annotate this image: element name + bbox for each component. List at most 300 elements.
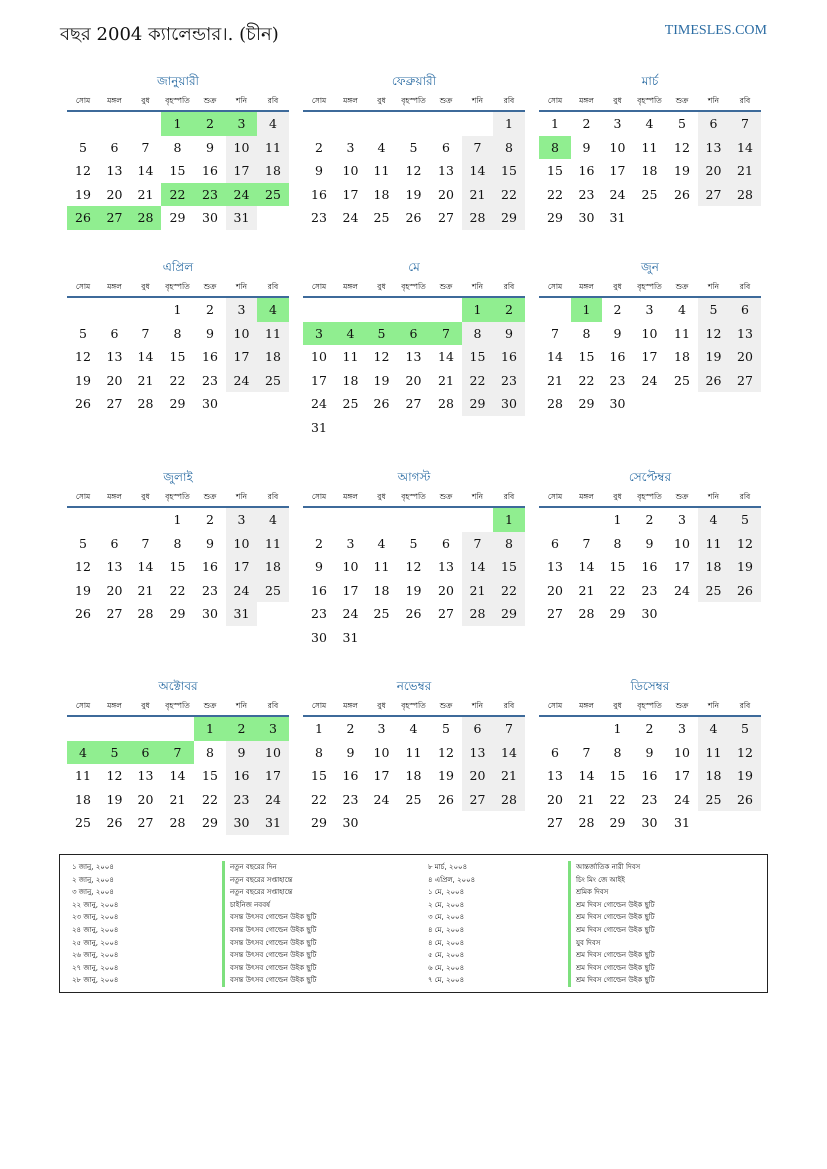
day-cell: 2: [206, 512, 214, 527]
day-cell: 3: [257, 717, 289, 741]
day-cell: 8: [315, 744, 323, 760]
day-cell: 11: [257, 136, 289, 160]
day-cell: 15: [462, 345, 493, 369]
day-cell: 19: [674, 163, 690, 178]
day-cell: 26: [729, 788, 761, 812]
day-cell: 18: [405, 768, 422, 783]
day-cell: 24: [342, 210, 359, 225]
day-cell: 13: [438, 163, 454, 178]
empty-cell: [729, 392, 761, 416]
weekday-header: সোম: [303, 488, 335, 508]
day-cell: 11: [75, 768, 91, 783]
day-cell: 9: [582, 139, 591, 155]
legend-holiday-name: শ্রম দিবস গোল্ডেন উইক ছুটি: [568, 974, 655, 987]
empty-cell: [493, 811, 525, 835]
empty-cell: [633, 392, 666, 416]
legend-date: ২২ জানু, ২০০৪: [72, 900, 119, 909]
day-cell: 8: [493, 136, 525, 160]
day-cell: 27: [106, 606, 123, 621]
weekday-header: শুক্র: [430, 92, 462, 112]
day-cell: 22: [161, 183, 194, 207]
day-cell: 18: [257, 159, 289, 183]
day-cell: 28: [438, 396, 454, 411]
day-cell: 3: [303, 322, 335, 346]
day-cell: 20: [137, 791, 154, 807]
day-cell: 28: [547, 396, 563, 411]
day-cell: 23: [311, 606, 327, 621]
empty-cell: [67, 112, 99, 136]
legend-date: ৫ মে, ২০০৪: [428, 951, 465, 960]
day-cell: 4: [377, 535, 386, 551]
day-cell: 20: [462, 764, 493, 788]
day-cell: 29: [462, 392, 493, 416]
day-cell: 7: [493, 717, 525, 741]
day-cell: 4: [409, 721, 418, 736]
weekday-header: মঙ্গল: [571, 92, 602, 112]
weekday-header: বৃহস্পতি: [633, 92, 666, 112]
page-title: বছর 2004 ক্যালেন্ডার।. (চীন): [60, 24, 279, 45]
day-cell: 17: [373, 768, 390, 783]
day-cell: 7: [141, 325, 150, 341]
weekday-header: শুক্র: [194, 488, 226, 508]
day-cell: 30: [202, 606, 218, 621]
day-cell: 29: [493, 602, 525, 626]
day-cell: 24: [609, 186, 626, 202]
day-cell: 19: [729, 555, 761, 579]
day-cell: 16: [641, 559, 658, 574]
day-cell: 7: [141, 535, 150, 551]
month-grid: [67, 92, 289, 230]
day-cell: 9: [645, 744, 654, 760]
weekday-header: শুক্র: [666, 697, 698, 717]
legend-date: ৮ মার্চ, ২০০৪: [428, 863, 468, 871]
month-grid: [539, 697, 761, 835]
day-cell: 11: [698, 532, 729, 556]
day-cell: 10: [226, 136, 257, 160]
day-cell: 29: [547, 210, 563, 225]
day-cell: 13: [106, 163, 123, 178]
day-cell: 1: [493, 508, 525, 532]
day-cell: 17: [674, 559, 690, 574]
legend-date: ১ জানু, ২০০৪: [72, 863, 114, 871]
day-cell: 25: [342, 396, 359, 411]
weekday-header: বৃহস্পতি: [633, 488, 666, 508]
day-cell: 8: [493, 532, 525, 556]
legend-date: ২৪ জানু, ২০০৪: [72, 925, 119, 934]
weekday-header: শনি: [698, 697, 729, 717]
day-cell: 6: [110, 325, 119, 341]
month-block: [67, 256, 289, 416]
empty-cell: [335, 112, 366, 136]
day-cell: 11: [373, 163, 390, 178]
month-grid: [303, 278, 525, 439]
day-cell: 9: [315, 559, 323, 574]
month-grid: [67, 697, 289, 835]
month-block: [303, 675, 525, 835]
month-name: ডিসেম্বর: [630, 679, 670, 693]
day-cell: 5: [409, 139, 418, 155]
month-name: জানুয়ারী: [157, 74, 199, 88]
weekday-header: রবি: [257, 697, 289, 717]
empty-cell: [303, 112, 335, 136]
day-cell: 12: [106, 768, 123, 783]
empty-cell: [430, 416, 462, 440]
weekday-header: শনি: [462, 92, 493, 112]
day-cell: 22: [578, 372, 595, 388]
day-cell: 24: [373, 791, 390, 807]
legend-holiday-name: চিং মিং জে আইই: [568, 874, 655, 887]
day-cell: 2: [582, 116, 591, 131]
day-cell: 13: [462, 741, 493, 765]
day-cell: 1: [315, 721, 323, 736]
empty-cell: [226, 392, 257, 416]
day-cell: 10: [342, 163, 359, 178]
day-cell: 4: [645, 116, 654, 131]
day-cell: 15: [493, 555, 525, 579]
day-cell: 3: [346, 535, 355, 551]
day-cell: 18: [257, 555, 289, 579]
weekday-header: সোম: [539, 488, 571, 508]
day-cell: 1: [173, 302, 182, 317]
empty-cell: [430, 112, 462, 136]
empty-cell: [462, 626, 493, 650]
day-cell: 5: [678, 116, 686, 131]
day-cell: 16: [202, 559, 218, 574]
empty-cell: [698, 811, 729, 835]
empty-cell: [130, 298, 161, 322]
month-name: অক্টোবর: [158, 679, 198, 693]
weekday-header: সোম: [303, 92, 335, 112]
empty-cell: [67, 298, 99, 322]
day-cell: 11: [674, 325, 690, 341]
day-cell: 10: [226, 322, 257, 346]
legend-holiday-name: বসন্ত উৎসব গোল্ডেন উইক ছুটি: [222, 974, 316, 987]
legend-date: ৩ জানু, ২০০৪: [72, 888, 114, 897]
empty-cell: [493, 626, 525, 650]
legend-holiday-name: শ্রম দিবস গোল্ডেন উইক ছুটি: [568, 911, 655, 924]
day-cell: 25: [257, 579, 289, 603]
empty-cell: [666, 206, 698, 230]
month-grid: [303, 697, 525, 835]
empty-cell: [257, 602, 289, 626]
day-cell: 26: [67, 206, 99, 230]
weekday-header: শনি: [462, 278, 493, 298]
empty-cell: [366, 508, 397, 532]
weekday-header: মঙ্গল: [99, 92, 130, 112]
month-grid: [303, 92, 525, 230]
day-cell: 14: [462, 555, 493, 579]
day-cell: 9: [346, 744, 355, 760]
day-cell: 12: [674, 139, 690, 155]
day-cell: 25: [674, 372, 690, 388]
day-cell: 25: [257, 369, 289, 393]
empty-cell: [462, 112, 493, 136]
day-cell: 27: [137, 815, 154, 830]
weekday-header: মঙ্গল: [99, 697, 130, 717]
day-cell: 4: [377, 139, 386, 155]
weekday-header: রবি: [729, 278, 761, 298]
empty-cell: [698, 392, 729, 416]
month-block: [67, 70, 289, 230]
day-cell: 27: [698, 183, 729, 207]
day-cell: 12: [729, 741, 761, 765]
day-cell: 30: [202, 210, 218, 225]
empty-cell: [430, 626, 462, 650]
day-cell: 31: [311, 419, 327, 435]
day-cell: 23: [202, 372, 218, 388]
day-cell: 13: [547, 559, 563, 574]
day-cell: 3: [678, 721, 686, 736]
day-cell: 21: [462, 183, 493, 207]
day-cell: 18: [257, 345, 289, 369]
month-block: [67, 466, 289, 626]
weekday-header: রবি: [257, 92, 289, 112]
empty-cell: [67, 717, 99, 741]
day-cell: 16: [342, 768, 359, 783]
day-cell: 11: [257, 322, 289, 346]
legend-holiday-name: বসন্ত উৎসব গোল্ডেন উইক ছুটি: [222, 962, 316, 975]
day-cell: 10: [674, 744, 690, 760]
weekday-header: বৃহস্পতি: [161, 92, 194, 112]
day-cell: 21: [462, 579, 493, 603]
day-cell: 23: [493, 369, 525, 393]
day-cell: 15: [311, 768, 327, 783]
day-cell: 9: [206, 139, 214, 155]
day-cell: 5: [79, 325, 87, 341]
empty-cell: [303, 508, 335, 532]
empty-cell: [633, 206, 666, 230]
legend-holiday-name: নতুন বছরের সপ্তাহান্তে: [222, 874, 316, 887]
day-cell: 7: [582, 535, 591, 551]
day-cell: 3: [377, 721, 386, 736]
day-cell: 19: [729, 764, 761, 788]
empty-cell: [397, 626, 430, 650]
legend-holiday-name: বসন্ত উৎসব গোল্ডেন উইক ছুটি: [222, 949, 316, 962]
legend-holiday-name: আন্তর্জাতিক নারী দিবস: [568, 861, 655, 874]
day-cell: 5: [409, 535, 418, 551]
month-block: [539, 466, 761, 626]
empty-cell: [666, 392, 698, 416]
day-cell: 10: [641, 325, 658, 341]
day-cell: 29: [169, 210, 186, 225]
day-cell: 29: [609, 815, 626, 830]
empty-cell: [366, 626, 397, 650]
legend-holiday-name: শ্রম দিবস গোল্ডেন উইক ছুটি: [568, 949, 655, 962]
holiday-legend: [59, 854, 768, 993]
weekday-header: মঙ্গল: [335, 697, 366, 717]
day-cell: 12: [75, 349, 91, 364]
day-cell: 21: [137, 582, 154, 598]
legend-holiday-name: যুব দিবস: [568, 937, 655, 950]
day-cell: 16: [493, 345, 525, 369]
weekday-header: রবি: [257, 278, 289, 298]
weekday-header: বুধ: [602, 278, 633, 298]
day-cell: 15: [202, 768, 218, 783]
day-cell: 8: [539, 136, 571, 160]
empty-cell: [161, 717, 194, 741]
day-cell: 22: [202, 791, 218, 807]
day-cell: 23: [311, 210, 327, 225]
empty-cell: [99, 508, 130, 532]
day-cell: 8: [613, 535, 622, 551]
day-cell: 9: [493, 322, 525, 346]
empty-cell: [366, 298, 397, 322]
empty-cell: [430, 298, 462, 322]
weekday-header: রবি: [493, 92, 525, 112]
weekday-header: বুধ: [130, 92, 161, 112]
day-cell: 29: [169, 396, 186, 411]
day-cell: 8: [462, 322, 493, 346]
day-cell: 10: [342, 559, 359, 574]
day-cell: 19: [405, 582, 422, 598]
weekday-header: সোম: [67, 488, 99, 508]
weekday-header: মঙ্গল: [571, 278, 602, 298]
day-cell: 7: [729, 112, 761, 136]
day-cell: 26: [438, 791, 454, 807]
month-block: [67, 675, 289, 835]
day-cell: 6: [698, 112, 729, 136]
day-cell: 19: [75, 582, 91, 598]
day-cell: 15: [609, 559, 626, 574]
weekday-header: শুক্র: [666, 488, 698, 508]
weekday-header: মঙ্গল: [99, 488, 130, 508]
day-cell: 1: [613, 512, 622, 527]
day-cell: 21: [578, 791, 595, 807]
day-cell: 20: [106, 186, 123, 202]
day-cell: 1: [194, 717, 226, 741]
day-cell: 8: [173, 325, 182, 341]
day-cell: 6: [442, 139, 450, 155]
legend-date: ৬ মে, ২০০৪: [428, 963, 465, 972]
day-cell: 12: [405, 559, 422, 574]
day-cell: 2: [315, 535, 323, 551]
legend-holiday-name: নতুন বছরের দিন: [222, 861, 316, 874]
weekday-header: শনি: [226, 488, 257, 508]
day-cell: 3: [226, 508, 257, 532]
day-cell: 15: [609, 768, 626, 783]
weekday-header: বুধ: [130, 278, 161, 298]
day-cell: 5: [729, 508, 761, 532]
weekday-header: মঙ্গল: [571, 488, 602, 508]
day-cell: 26: [698, 369, 729, 393]
day-cell: 27: [729, 369, 761, 393]
legend-name-column: [222, 861, 316, 987]
empty-cell: [257, 206, 289, 230]
day-cell: 21: [547, 372, 563, 388]
day-cell: 24: [226, 579, 257, 603]
day-cell: 31: [226, 206, 257, 230]
day-cell: 1: [551, 116, 559, 131]
day-cell: 25: [405, 791, 422, 807]
month-name: ফেব্রুয়ারী: [391, 74, 437, 88]
day-cell: 19: [698, 345, 729, 369]
day-cell: 9: [206, 535, 214, 551]
day-cell: 8: [173, 535, 182, 551]
weekday-header: শুক্র: [430, 278, 462, 298]
day-cell: 23: [226, 788, 257, 812]
legend-date: ২৫ জানু, ২০০৪: [72, 938, 119, 947]
day-cell: 13: [137, 768, 154, 783]
month-grid: [539, 488, 761, 626]
day-cell: 13: [106, 559, 123, 574]
day-cell: 3: [645, 302, 654, 317]
day-cell: 20: [405, 372, 422, 388]
day-cell: 21: [729, 159, 761, 183]
day-cell: 2: [645, 721, 654, 736]
month-grid: [539, 92, 761, 230]
day-cell: 2: [346, 721, 355, 736]
empty-cell: [666, 602, 698, 626]
day-cell: 2: [493, 298, 525, 322]
empty-cell: [366, 416, 397, 440]
day-cell: 10: [373, 744, 390, 760]
day-cell: 2: [645, 512, 654, 527]
day-cell: 1: [161, 112, 194, 136]
day-cell: 10: [674, 535, 690, 551]
weekday-header: শুক্র: [666, 278, 698, 298]
day-cell: 30: [226, 811, 257, 835]
day-cell: 2: [206, 302, 214, 317]
day-cell: 22: [462, 369, 493, 393]
site-link[interactable]: TIMESLES.COM: [664, 23, 767, 38]
day-cell: 23: [578, 186, 595, 202]
day-cell: 5: [442, 721, 450, 736]
day-cell: 21: [169, 791, 186, 807]
day-cell: 14: [578, 559, 595, 574]
weekday-header: বৃহস্পতি: [397, 488, 430, 508]
month-name: মার্চ: [641, 74, 659, 88]
weekday-header: শুক্র: [194, 278, 226, 298]
month-block: [303, 466, 525, 649]
day-cell: 12: [729, 532, 761, 556]
day-cell: 13: [729, 322, 761, 346]
empty-cell: [493, 416, 525, 440]
day-cell: 16: [609, 349, 626, 364]
weekday-header: শনি: [462, 697, 493, 717]
day-cell: 16: [311, 186, 327, 202]
day-cell: 9: [315, 163, 323, 178]
month-name: এপ্রিল: [162, 260, 194, 274]
day-cell: 28: [130, 206, 161, 230]
day-cell: 2: [194, 112, 226, 136]
legend-holiday-name: শ্রম দিবস গোল্ডেন উইক ছুটি: [568, 962, 655, 975]
month-block: [539, 70, 761, 230]
day-cell: 10: [257, 741, 289, 765]
day-cell: 20: [106, 372, 123, 388]
legend-date: ৪ মে, ২০০৪: [428, 925, 465, 934]
day-cell: 17: [342, 186, 359, 202]
day-cell: 29: [311, 815, 327, 830]
day-cell: 18: [674, 349, 690, 364]
day-cell: 27: [547, 606, 563, 621]
day-cell: 12: [698, 322, 729, 346]
weekday-header: শনি: [698, 488, 729, 508]
weekday-header: সোম: [303, 278, 335, 298]
day-cell: 19: [405, 186, 422, 202]
empty-cell: [698, 602, 729, 626]
weekday-header: শনি: [462, 488, 493, 508]
day-cell: 14: [578, 768, 595, 783]
day-cell: 14: [137, 349, 154, 364]
empty-cell: [729, 206, 761, 230]
empty-cell: [99, 717, 130, 741]
day-cell: 18: [373, 582, 390, 598]
day-cell: 12: [373, 349, 390, 364]
day-cell: 7: [141, 139, 150, 155]
day-cell: 26: [75, 606, 91, 621]
day-cell: 20: [547, 582, 563, 598]
day-cell: 6: [551, 535, 559, 551]
